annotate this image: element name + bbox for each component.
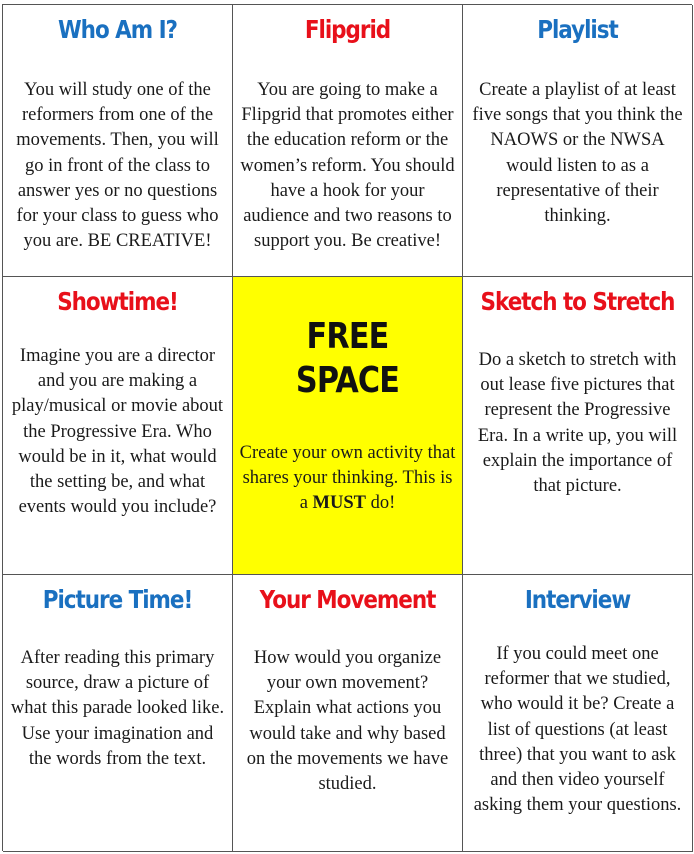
cell-playlist	[463, 5, 693, 277]
cell-text: Do a sketch to stretch with out lease five pictures that represent the Progressive Era. In a write up, you will explain the importance of that picture.	[477, 350, 678, 497]
cell-title: Who Am I?	[57, 15, 177, 44]
cell-picture-time	[3, 575, 233, 852]
free-space-title-line2: SPACE	[295, 360, 400, 401]
cell-who-am-i	[3, 5, 233, 277]
cell-text: Imagine you are a director and you are making a play/musical or movie about the Progressive Era. Who would be in it, what would the setting be, and what events would you include?	[11, 346, 224, 518]
cell-text: You will study one of the reformers from one of the movements. Then, you will go in front of the class to answer yes or no questions for your class to guess who you are. BE CREATIVE!	[16, 80, 219, 252]
cell-flipgrid	[233, 5, 463, 277]
cell-sketch-to-stretch	[463, 277, 693, 575]
cell-text: How would you organize your own movement? Explain what actions you would take and why based on the movements we have studied.	[246, 648, 449, 795]
cell-text: Create a playlist of at least five songs that you think the NAOWS or the NWSA would listen to as a representative of their thinking.	[472, 80, 683, 227]
cell-showtime	[3, 277, 233, 575]
cell-title: Flipgrid	[304, 15, 391, 44]
cell-text: You are going to make a Flipgrid that promotes either the education reform or the women’s reform. You should have a hook for your audience and two reasons to support you. Be creative!	[240, 80, 455, 252]
cell-title: Your Movement	[259, 585, 436, 614]
free-space-text-strong: MUST	[312, 493, 366, 514]
cell-your-movement	[233, 575, 463, 852]
free-space-title	[251, 315, 443, 403]
free-space-text	[239, 441, 456, 517]
cell-free-space	[233, 277, 463, 575]
cell-text: After reading this primary source, draw a picture of what this parade looked like. Use your imagination and the words from the text.	[10, 648, 225, 769]
cell-title: Playlist	[537, 15, 618, 44]
free-space-title-line1: FREE	[306, 316, 389, 357]
choice-board	[2, 4, 692, 851]
free-space-text-before: Create your own activity that shares your thinking. This is a	[239, 443, 456, 514]
cell-title: Picture Time!	[42, 585, 193, 614]
cell-title: Showtime!	[57, 287, 178, 316]
cell-title: Interview	[524, 585, 631, 614]
free-space-text-after: do!	[366, 493, 396, 514]
cell-title: Sketch to Stretch	[480, 287, 675, 316]
cell-interview	[463, 575, 693, 852]
cell-text: If you could meet one reformer that we studied, who would it be? Create a list of questions (at least three) that you want to ask and then video yourself asking them your questions.	[473, 644, 682, 816]
